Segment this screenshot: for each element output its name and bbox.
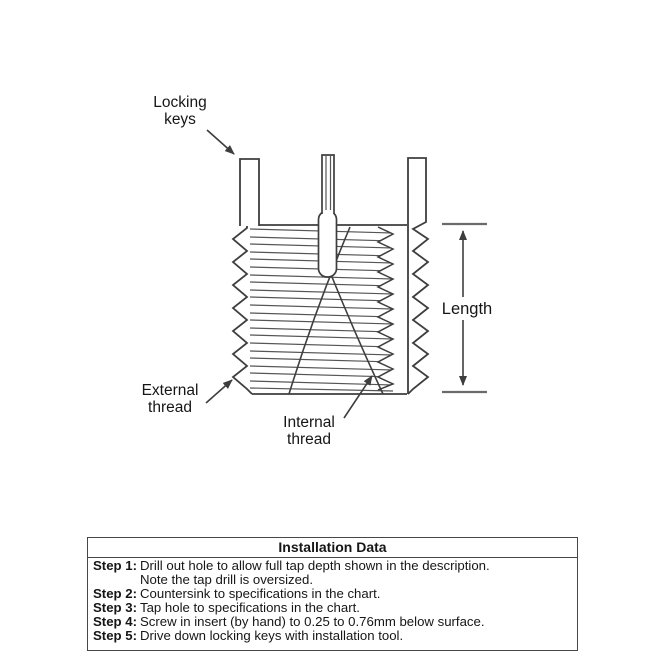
- keyway-slot: [319, 211, 337, 277]
- step-text: [140, 587, 574, 601]
- installation-data-table: [87, 537, 578, 651]
- step-text: [140, 629, 574, 643]
- table-row: [93, 615, 574, 629]
- step-label: Step 2:: [93, 586, 137, 601]
- label-locking-keys-line1: Locking: [153, 94, 207, 111]
- table-row: [93, 587, 574, 601]
- step-text-line: Screw in insert (by hand) to 0.25 to 0.76mm below surface.: [140, 614, 485, 629]
- label-external-thread: [130, 382, 210, 416]
- table-row: [93, 629, 574, 643]
- label-internal-thread-line2: thread: [287, 431, 331, 448]
- label-length: [437, 301, 497, 318]
- right-locking-key: [408, 158, 428, 394]
- step-text-line: Countersink to specifications in the chart.: [140, 586, 381, 601]
- table-steps: [88, 558, 577, 650]
- table-title: Installation Data: [88, 538, 577, 558]
- step-label: Step 5:: [93, 628, 137, 643]
- left-locking-key: [240, 159, 259, 226]
- label-locking-keys: [136, 94, 224, 128]
- label-external-thread-line1: External: [141, 382, 199, 399]
- label-length-text: Length: [441, 300, 493, 318]
- step-text-line: Drill out hole to allow full tap depth shown in the description.: [140, 558, 490, 573]
- step-text: [140, 559, 574, 587]
- label-locking-keys-line2: keys: [164, 111, 196, 128]
- leader-locking-keys: [207, 130, 234, 154]
- step-label: Step 1:: [93, 558, 137, 573]
- step-text: [140, 615, 574, 629]
- step-text: [140, 601, 574, 615]
- label-internal-thread: [268, 414, 350, 448]
- step-text-line: Note the tap drill is oversized.: [140, 572, 313, 587]
- table-row: [93, 601, 574, 615]
- table-row: [93, 559, 574, 587]
- middle-locking-key: [322, 155, 334, 214]
- step-text-line: Drive down locking keys with installation tool.: [140, 628, 404, 643]
- step-text-line: Tap hole to specifications in the chart.: [140, 600, 360, 615]
- external-thread-profile: [233, 225, 252, 394]
- label-external-thread-line2: thread: [148, 399, 192, 416]
- step-label: Step 4:: [93, 614, 137, 629]
- label-internal-thread-line1: Internal: [283, 414, 335, 431]
- leader-internal-thread: [344, 376, 372, 418]
- step-label: Step 3:: [93, 600, 137, 615]
